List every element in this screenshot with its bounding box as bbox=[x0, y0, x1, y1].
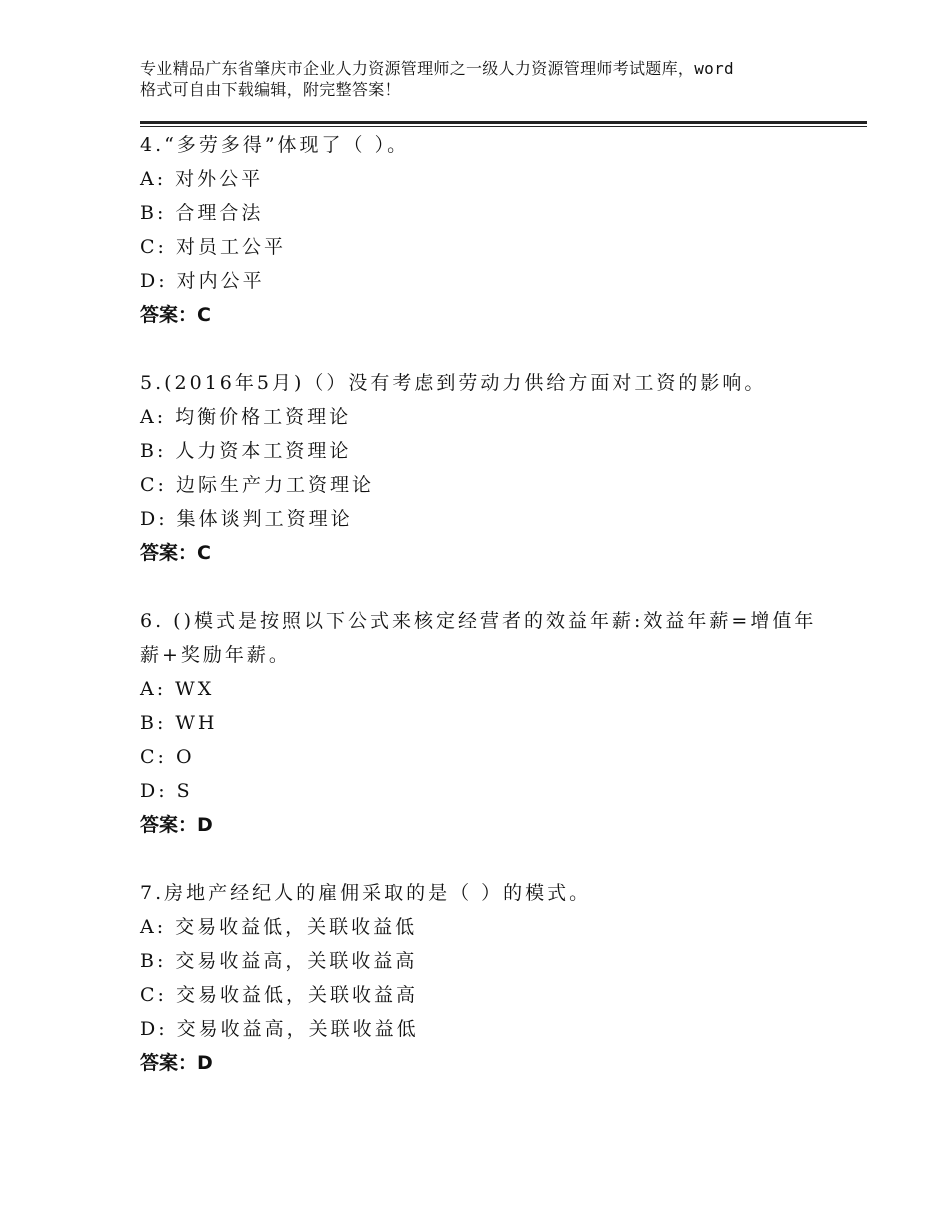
question-7 bbox=[140, 876, 840, 1080]
option-d: D: 集体谈判工资理论 bbox=[140, 508, 353, 530]
option-d: D: S bbox=[140, 780, 193, 802]
question-6 bbox=[140, 604, 840, 842]
answer: 答案：C bbox=[140, 304, 211, 326]
option-d: D: 对内公平 bbox=[140, 270, 265, 292]
document-header bbox=[140, 58, 840, 100]
question-stem: 4.“多劳多得”体现了（ ）。 bbox=[140, 134, 410, 156]
option-a: A: WX bbox=[140, 678, 215, 700]
option-b: B: WH bbox=[140, 712, 218, 734]
option-a: A: 交易收益低，关联收益低 bbox=[140, 916, 418, 938]
question-stem-line-1: 6. ()模式是按照以下公式来核定经营者的效益年薪:效益年薪=增值年 bbox=[140, 610, 817, 632]
option-d: D: 交易收益高，关联收益低 bbox=[140, 1018, 419, 1040]
question-list bbox=[140, 128, 840, 1114]
option-a: A: 均衡价格工资理论 bbox=[140, 406, 352, 428]
answer: 答案：D bbox=[140, 814, 213, 836]
question-5 bbox=[140, 366, 840, 570]
option-c: C: O bbox=[140, 746, 195, 768]
answer: 答案：C bbox=[140, 542, 211, 564]
option-c: C: 边际生产力工资理论 bbox=[140, 474, 374, 496]
header-line-2: 格式可自由下载编辑，附完整答案！ bbox=[140, 80, 401, 99]
option-b: B: 人力资本工资理论 bbox=[140, 440, 352, 462]
answer: 答案：D bbox=[140, 1052, 213, 1074]
header-line-1: 专业精品广东省肇庆市企业人力资源管理师之一级人力资源管理师考试题库，word bbox=[140, 59, 734, 78]
question-4 bbox=[140, 128, 840, 332]
question-stem-line-2: 薪+奖励年薪。 bbox=[140, 644, 291, 666]
option-c: C: 对员工公平 bbox=[140, 236, 286, 258]
option-a: A: 对外公平 bbox=[140, 168, 264, 190]
header-rule-thick bbox=[140, 121, 867, 124]
header-rule-thin bbox=[140, 126, 867, 127]
option-b: B: 交易收益高，关联收益高 bbox=[140, 950, 418, 972]
question-stem: 5.(2016年5月)（）没有考虑到劳动力供给方面对工资的影响。 bbox=[140, 372, 767, 394]
option-b: B: 合理合法 bbox=[140, 202, 264, 224]
question-stem: 7.房地产经纪人的雇佣采取的是（ ）的模式。 bbox=[140, 882, 592, 904]
option-c: C: 交易收益低，关联收益高 bbox=[140, 984, 418, 1006]
